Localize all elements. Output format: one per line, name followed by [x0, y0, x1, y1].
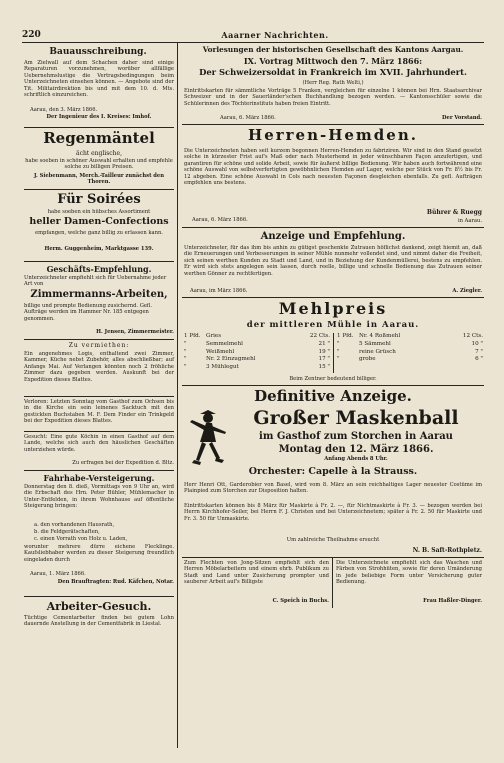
mehl-unit: "	[184, 364, 187, 371]
soirees-sub: habe soeben ein hübsches Assortiment	[47, 209, 151, 215]
mehl-name: Nr. 4 Roßmehl	[359, 333, 401, 339]
mehl-right-table	[337, 333, 483, 364]
mehl-price: 17 "	[318, 356, 330, 363]
mehl-price: 19 "	[318, 348, 330, 355]
mehl-foot: Beim Zentner bedeutend billiger.	[289, 376, 377, 382]
mask-text3: Um zahlreiche Theilnahme ersucht	[286, 537, 380, 543]
fahr-text: Donnerstag den 8. dieß, Vormittags von 9 Uhr an, wird die Erbschaft des Hrn. Peter Bühler, Mühlemacher in Unter-Entfelden, in ihrem Wohnhause auf öffentliche Steigerung bringen:	[24, 484, 174, 510]
mehl-name: grobe	[359, 356, 376, 363]
mehl-unit: "	[184, 340, 187, 347]
bot-right-text: Die Unterzeichnete empfiehlt sich das Waschen und Färben von Strohhüten, sowie für deren Umänderung in jede beliebige Form unter Versicherung guter Bedienung.	[336, 560, 482, 586]
hemden-date: Aarau, 6. März 1866.	[192, 217, 248, 223]
mehl-unit: "	[184, 356, 187, 363]
column-divider	[177, 43, 178, 748]
vermieth-title: Zu vermiethen:	[68, 342, 130, 349]
mehl-row	[184, 333, 330, 341]
verloren-text: Verloren: Letzten Sonntag vom Gasthof zum Ochsen bis in die Kirche ein sein leinenes Sacktuch mit den gestickten Buchstaben M. F. Dem Finder ein Trinkgeld bei der Expedition dieses Blattes.	[24, 399, 174, 425]
mehl-row	[184, 349, 330, 357]
dancer-illustration	[186, 410, 230, 468]
anzeige-title: Anzeige und Empfehlung.	[260, 231, 406, 242]
mehl-divider	[333, 333, 334, 373]
vorl-date: Aarau, 6. März 1866.	[220, 115, 276, 121]
divider	[24, 431, 174, 432]
mask-title: Großer Maskenball	[253, 407, 459, 429]
geschaeft-text1: Unterzeichneter empfiehlt sich für Uebernahme jeder Art von	[24, 275, 167, 288]
hemden-title: Herren-Hemden.	[248, 126, 418, 144]
arbeiter-text: Tüchtige Cementarbeiter finden bei gutem Lohn dauernde Anstellung in der Cementfabrik in Liestal.	[24, 615, 174, 628]
geschaeft-sign: H. Jensen, Zimmermeister.	[96, 329, 174, 335]
divider	[182, 557, 484, 558]
page-number: 220	[22, 30, 41, 40]
hemden-place: in Aarau.	[457, 218, 482, 224]
soirees-title: Für Soirées	[57, 192, 141, 207]
mehl-row	[337, 333, 483, 341]
hemden-sign: Bührer & Ruegg	[426, 209, 482, 216]
divider	[24, 470, 174, 471]
mehl-name: Weißmehl	[206, 348, 235, 355]
mehl-name: 5 Sämmehl	[359, 340, 391, 347]
mehl-row	[337, 341, 483, 349]
mehl-sub: der mittleren Mühle in Aarau.	[246, 320, 420, 330]
regen-sign: J. Siebenmann, Merch.-Tailleur zunächst den Thoren.	[33, 173, 165, 186]
vorl-sign: Der Vorstand.	[442, 115, 482, 121]
divider	[24, 261, 174, 262]
divider	[24, 189, 174, 190]
fahr-text2: worunter mehrere dürre eichene Flecklinge. Kaufsliebhaber werden zu dieser Steigerung freundlich eingeladen durch	[24, 544, 174, 563]
mehl-price: 7 "	[475, 348, 483, 355]
mehl-name: Nr. 2 Einzugmehl	[206, 356, 256, 363]
mehl-left-table	[184, 333, 330, 372]
mehl-row	[184, 341, 330, 349]
fahr-sign: Den Brauftragten: Rud. Käfchen, Notar.	[57, 579, 174, 585]
mehl-title: Mehlpreis	[278, 299, 388, 318]
mehl-price: 21 "	[318, 340, 330, 347]
mehl-name: reine Grüsch	[359, 348, 396, 355]
mask-orch: Orchester: Capelle à la Strauss.	[248, 466, 418, 477]
fahr-date: Aarau, 1. März 1866.	[30, 571, 86, 577]
fahr-title: Fahrhabe-Versteigerung.	[43, 473, 155, 483]
mehl-row	[184, 356, 330, 364]
arbeiter-title: Arbeiter-Gesuch.	[46, 600, 152, 613]
mask-text2: Eintrittskarten können bis 8 März für Maskirte à Fr. 2. —, für Nichtmaskirte à Fr. 3. — bezogen werden bei Herrn Kirchhofer-Seiler, bei Herrn F. J. Christen und bei Unterzeichnetem; später à Fr. 2. 50 für Maskirte und Fr. 3. 50 für Unmaskirte.	[184, 503, 482, 522]
fahr-item-c: c. einen Vorrath von Holz u. Laden,	[34, 536, 128, 542]
mehl-unit: "	[184, 348, 187, 355]
fahr-item-a: a. den vorhandenen Hausrath,	[34, 522, 115, 528]
gesucht-text: Gesucht: Eine gute Köchin in einen Gasthof auf dem Lande, welche sich auch den häuslichen Geschäften unterziehen würde.	[24, 434, 174, 453]
soirees-sign: Herm. Guggenheim, Marktgasse 139.	[44, 246, 154, 252]
vorl-speaker: (Herr Reg. Rath Welti,)	[302, 80, 364, 86]
anzeige-text: Unterzeichneter, für das ihm bis anhin zu gütigst geschenkte Zutrauen höflichst dankend, zeigt hiemit an, daß die Erneuerungen und Verbesserungen in seiner Mühle nunmehr vollendet sind, und nimmt daher die Freiheit, sich seinen werthen Kunden zu Stadt und Land, und in Beziehung der Kundenmüllerei, bestens zu empfehlen. Er wird sich stets angelegen sein lassen, durch reelle, billige und schnelle Bedienung das Zutrauen seiner werthen Gönner zu rechtfertigen.	[184, 245, 482, 277]
mehl-name: Semmelmehl	[206, 340, 243, 347]
mehl-row	[337, 356, 483, 364]
divider	[24, 596, 174, 597]
mehl-price: 22 Cts.	[309, 333, 330, 339]
header-rule	[22, 42, 484, 43]
bottom-divider	[332, 558, 333, 608]
mehl-unit: 1 Pfd.	[184, 333, 201, 339]
mehl-row	[337, 349, 483, 357]
mehl-unit: "	[337, 356, 340, 363]
divider	[24, 339, 174, 340]
mehl-name: Gries	[206, 333, 222, 339]
mask-time: Anfang Abends 8 Uhr.	[324, 456, 388, 462]
fahr-item-b: b. die Feldgerätschaften,	[34, 529, 100, 535]
divider	[182, 227, 484, 228]
mehl-unit: "	[337, 340, 340, 347]
geschaeft-text2: billige und prompte Bedienung zusichernd. Gefl. Aufträge werden im Hammer Nr. 185 entgegen genommen.	[24, 303, 153, 322]
mask-sign: N. B. Saft-Rothpletz.	[412, 547, 482, 554]
bot-right-sign: Frau Haßler-Dinger.	[423, 598, 482, 604]
vorl-text: Eintrittskarten für sämmtliche Vorträge 5 Franken, vergleichen für einzelne 1 können bei Hrn. Staatsarchivar Schweizer und in der Sauerländer'schen Buchhandlung bezogen werden. — Kantonsschüler sowie die Schülerinnen des Töchterinstituts haben freien Eintritt.	[184, 88, 482, 107]
divider	[182, 297, 484, 298]
vermieth-text: Ein angenehmes Logis, enthaltend zwei Zimmer, Kammer, Küche nebst Zubehör, alles abschließbar; auf Anfangs Mai. Auf Verlangen könnten noch 2 fröhliche Zimmer dazu gegeben werden. Auskunft bei der Expedition dieses Blattes.	[24, 351, 174, 383]
anzeige-sign: A. Ziegler.	[452, 288, 482, 294]
hemden-text: Die Unterzeichneten haben seit kurzem begonnen Herren-Hemden zu fabriziren. Wir sind in den Stand gesetzt solche in kürzester Frist auf's Maß oder nach Musterhemd in jeder wünschbaren Façon anzufertigen, und garantiren für schöne und solide Arbeit, sowie für äußerst billige Bedienung. Wir haben auch fortwährend eine schöne Auswahl von selbstverfertigten gewöbhnlichen Hemden auf Lager, welche per Stück von Fr. 8½ bis Fr. 12 abgeben. Eine schöne Auswahl in Cols nach neuesten Façonen desgleichen ebenfalls. Zu gefl. Aufträgen empfehlen uns bestens.	[184, 148, 482, 187]
vorl-sub: IX. Vortrag Mittwoch den 7. März 1866:	[243, 56, 423, 66]
anzeige-date: Aarau, im März 1866.	[190, 288, 248, 294]
def-title: Definitive Anzeige.	[254, 387, 412, 405]
bau-sign: Der Ingenieur des I. Kreises: Imhof.	[46, 114, 152, 120]
mehl-unit: "	[337, 348, 340, 355]
vorl-topic: Der Schweizersoldat in Frankreich im XVII. Jahrhundert.	[199, 67, 467, 77]
mehl-name: 3 Mühlegut	[206, 364, 239, 371]
mehl-unit: 1 Pfd.	[337, 333, 354, 339]
bau-title: Bauausschreibung.	[49, 47, 147, 57]
bot-left-text: Zum Flechten von Jong-Sitzen empfiehlt sich den Herren Möbelarbeitern und einem ehrb. Publikum zu Stadt und Land unter Zusicherung prompter und sauberer Arbeit auf's Billigste	[184, 560, 329, 586]
mehl-price: 10 "	[471, 340, 483, 347]
divider	[182, 124, 484, 125]
mehl-price: 15 "	[318, 364, 330, 371]
regen-title: Regenmäntel	[43, 129, 155, 147]
mask-date: Montag den 12. März 1866.	[278, 444, 434, 455]
geschaeft-title: Geschäfts-Empfehlung.	[46, 264, 152, 274]
bau-text: Am Zielwall auf dem Schachen daher sind einige Reparaturen vorzunehmen, worüber allfällige Uebernehmslustige die Vertragsbedingungen beim Unterzeichneten einsehen können. — Angebote sind der Tit. Militairdirektion bis und mit dem 10. d. Mts. schriftlich einzureichen.	[24, 60, 174, 99]
mehl-price: 12 Cts.	[462, 333, 483, 339]
mask-place: im Gasthof zum Storchen in Aarau	[259, 431, 453, 442]
regen-sub: ächt englische,	[76, 150, 122, 157]
soirees-big: heller Damen-Confections	[29, 216, 169, 227]
running-title: Aaarner Nachrichten.	[221, 30, 329, 40]
mehl-price: 6 "	[475, 356, 483, 363]
zimmer-big: Zimmermanns-Arbeiten,	[30, 289, 168, 300]
bau-date: Aarau, den 3. März 1866.	[30, 107, 98, 113]
mehl-row	[184, 364, 330, 372]
soirees-text: empfangen, welche ganz billig zu erlassen kann.	[35, 230, 163, 236]
bot-left-sign: C. Speich in Buchs.	[272, 598, 329, 604]
regen-text: habe soeben in schöner Auswahl erhalten und empfehle solche zu billigen Preisen.	[25, 158, 173, 171]
gesucht-exp: Zu erfragen bei der Expedition d. Bltz.	[72, 460, 174, 466]
mask-text1: Herr Henri Ott, Garderobier von Basel, wird vom 8. März an sein reichhaltiges Lager neuester Costüme im Plainpied zum Storchen zur Disposition halten.	[184, 482, 482, 495]
divider	[182, 385, 484, 386]
divider	[24, 396, 174, 397]
vorl-title: Vorlesungen der historischen Gesellschaft des Kantons Aargau.	[202, 45, 464, 54]
divider	[24, 127, 174, 128]
